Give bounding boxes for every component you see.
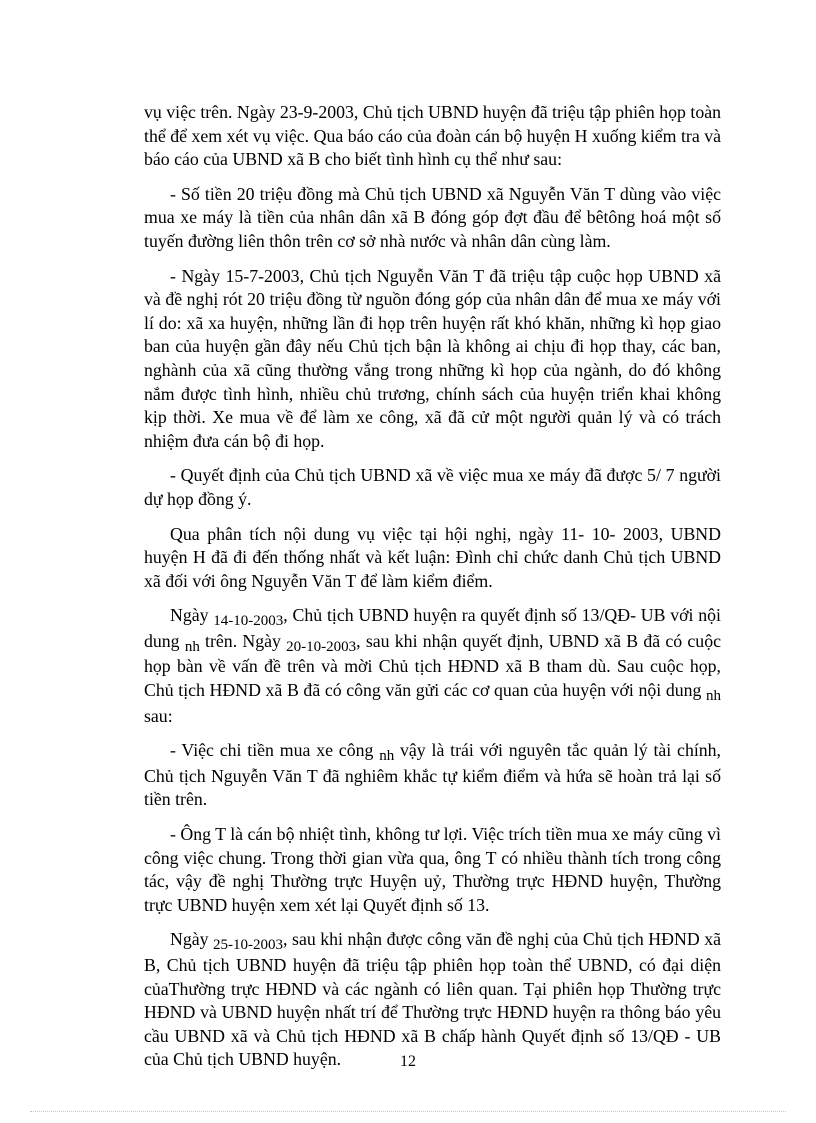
text-run: , sau khi nhận quyết định, UBND xã B đã có cuộc họp bàn về vấn đề trên và mời Chủ tịch HĐND xã B tham dù. Sau cuộc họp, Chủ tịch HĐND xã B đã có công văn gửi các cơ quan của huyện với nội dung <box>144 630 721 701</box>
paragraph-9 <box>144 928 721 1072</box>
paragraph-7 <box>144 739 721 812</box>
text-run: , sau khi nhận được công văn đề nghị của Chủ tịch HĐND xã B, Chủ tịch UBND huyện đã triệu tập phiên họp toàn thể UBND, có đại diện củaThường trực HĐND và các ngành có liên quan. Tại phiên họp Thường trực HĐND và UBND huyện nhất trí để Thường trực HĐND huyện ra thông báo yêu cầu UBND xã và Chủ tịch HĐND xã B chấp hành Quyết định số 13/QĐ - UB của Chủ tịch UBND huyện. <box>144 929 721 1070</box>
date-subscript: 25-10-2003 <box>213 937 284 954</box>
page-bottom-divider <box>30 1111 786 1112</box>
nh-subscript: nh <box>706 688 721 705</box>
text-run: vậy là trái với nguyên tắc quản lý tài chính, Chủ tịch Nguyễn Văn T đã nghiêm khắc tự kiểm điểm và hứa sẽ hoàn trả lại số tiền trên. <box>144 740 722 810</box>
text-run: Ngày <box>170 605 214 626</box>
paragraph-3: - Ngày 15-7-2003, Chủ tịch Nguyễn Văn T đã triệu tập cuộc họp UBND xã và đề nghị rót 20 triệu đồng từ nguồn đóng góp của nhân dân để mua xe máy với lí do: xã xa huyện, những lần đi họp trên huyện rất khó khăn, những kì họp giao ban của huyện gần đây nếu Chủ tịch bận là không ai chịu đi họp thay, các ban, nghành của xã cũng thường vắng trong những kì họp của ngành, do đó không nắm được tình hình, nhiều chủ trương, chính sách của huyện triển khai không kịp thời. Xe mua về để làm xe công, xã đã cử một người quản lý và có trách nhiệm đưa cán bộ đi họp. <box>144 265 721 451</box>
text-run: , Chủ tịch UBND huyện ra quyết định số 13/QĐ- UB với nội dung <box>144 605 721 651</box>
text-run: sau: <box>144 705 173 726</box>
text-run: trên. Ngày <box>199 630 287 651</box>
page-number: 12 <box>400 1053 416 1070</box>
body-text <box>144 101 721 1083</box>
paragraph-1: vụ việc trên. Ngày 23-9-2003, Chủ tịch UBND huyện đã triệu tập phiên họp toàn thể để xem xét vụ việc. Qua báo cáo của đoàn cán bộ huyện H xuống kiểm tra và báo cáo của UBND xã B cho biết tình hình cụ thể như sau: <box>144 102 721 170</box>
text-run: Ngày <box>170 929 214 950</box>
paragraph-8: - Ông T là cán bộ nhiệt tình, không tư lợi. Việc trích tiền mua xe máy cũng vì công việc chung. Trong thời gian vừa qua, ông T có nhiều thành tích trong công tác, vậy đề nghị Thường trực Huyện uỷ, Thường trực HĐND huyện, Thường trực UBND huyện xem xét lại Quyết định số 13. <box>144 824 721 915</box>
date-subscript: 14-10-2003 <box>213 613 284 630</box>
nh-subscript: nh <box>184 638 200 655</box>
paragraph-5: Qua phân tích nội dung vụ việc tại hội nghị, ngày 11- 10- 2003, UBND huyện H đã đi đến thống nhất và kết luận: Đình chỉ chức danh Chủ tịch UBND xã đối với ông Nguyễn Văn T để làm kiểm điểm. <box>144 523 721 591</box>
date-subscript: 20-10-2003 <box>286 638 357 655</box>
paragraph-2: - Số tiền 20 triệu đồng mà Chủ tịch UBND xã Nguyễn Văn T dùng vào việc mua xe máy là tiền của nhân dân xã B đóng góp đợt đầu để bêtông hoá một số tuyến đường liên thôn trên cơ sở nhà nước và nhân dân cùng làm. <box>144 183 721 251</box>
paragraph-4: - Quyết định của Chủ tịch UBND xã về việc mua xe máy đã được 5/ 7 người dự họp đồng ý. <box>144 465 721 509</box>
nh-subscript: nh <box>379 748 395 765</box>
text-run: - Việc chi tiền mua xe công <box>170 740 380 761</box>
paragraph-6 <box>144 604 721 728</box>
